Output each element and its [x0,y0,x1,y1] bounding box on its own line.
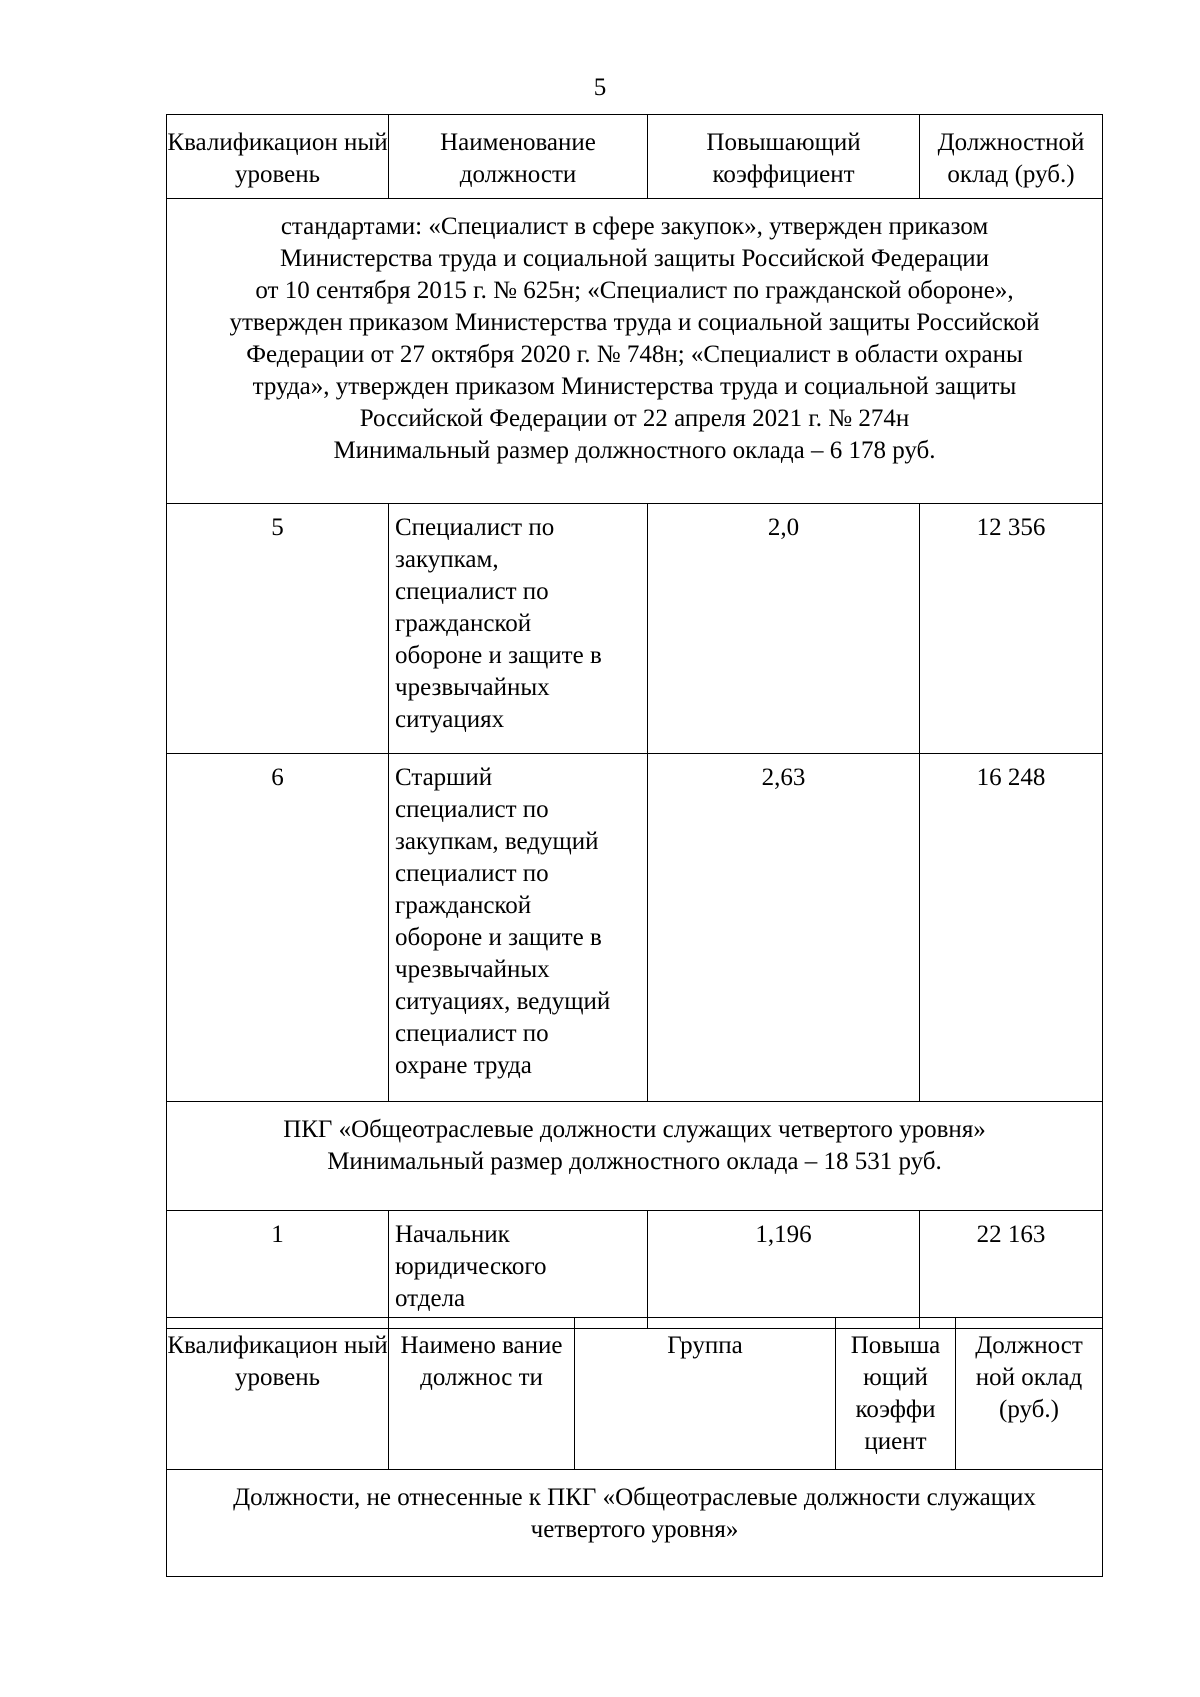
position-line: Начальник [395,1221,510,1248]
group-title [167,1470,1103,1577]
position-line: ситуациях, ведущий [395,988,611,1015]
salary-cell: 16 248 [920,754,1103,1102]
intro-line: стандартами: «Специалист в сфере закупок», утвержден приказом [280,213,989,240]
group-title [167,1102,1103,1211]
position-line: Старший [395,764,493,791]
position-line: гражданской [395,892,532,919]
group-table [166,1317,1103,1577]
position-line: Специалист по [395,514,555,541]
intro-row [167,199,1103,504]
group-line: Должности, не отнесенные к ПКГ «Общеотраслевые должности служащих [233,1484,1036,1511]
table-header-row [167,1318,1103,1470]
position-line: обороне и защите в [395,642,602,669]
group-line: Минимальный размер должностного оклада – 18 531 руб. [327,1148,942,1175]
position-line: обороне и защите в [395,924,602,951]
intro-line: труда», утвержден приказом Министерства труда и социальной защиты [252,373,1017,400]
group-row [167,1102,1103,1211]
header-salary: Должност ной оклад (руб.) [956,1318,1103,1470]
intro-line: утвержден приказом Министерства труда и социальной защиты Российской [229,309,1040,336]
table-row [167,754,1103,1102]
position-line: закупкам, [395,546,499,573]
table-row [167,504,1103,754]
table-header-row [167,115,1103,199]
position-line: охране труда [395,1052,532,1079]
position-line: специалист по [395,578,549,605]
position-line: чрезвычайных [395,956,550,983]
position-line: закупкам, ведущий [395,828,599,855]
position-line: отдела [395,1285,466,1312]
position-line: гражданской [395,610,532,637]
group-line: ПКГ «Общеотраслевые должности служащих четвертого уровня» [283,1116,986,1143]
intro-text [167,199,1103,504]
salary-table [166,114,1103,1329]
header-coefficient: Повыша ющий коэффи циент [836,1318,956,1470]
header-coefficient: Повышающий коэффициент [648,115,920,199]
level-cell: 1 [167,1211,389,1329]
coefficient-cell: 2,0 [648,504,920,754]
group-line: четвертого уровня» [530,1516,739,1543]
header-qualification-level: Квалификацион ный уровень [167,115,389,199]
group-row [167,1470,1103,1577]
table-row [167,1211,1103,1329]
header-position-name: Наименование должности [389,115,648,199]
coefficient-cell: 1,196 [648,1211,920,1329]
header-qualification-level: Квалификацион ный уровень [167,1318,389,1470]
position-line: ситуациях [395,706,505,733]
page-number: 5 [593,74,607,101]
intro-line: Минимальный размер должностного оклада – 6 178 руб. [333,437,936,464]
position-line: специалист по [395,1020,549,1047]
position-line: юридического [395,1253,547,1280]
position-line: специалист по [395,860,549,887]
intro-line: Федерации от 27 октября 2020 г. № 748н; «Специалист в области охраны [246,341,1023,368]
level-cell: 6 [167,754,389,1102]
level-cell: 5 [167,504,389,754]
salary-cell: 12 356 [920,504,1103,754]
intro-line: Министерства труда и социальной защиты Российской Федерации [280,245,989,272]
header-group: Группа [575,1318,836,1470]
coefficient-cell: 2,63 [648,754,920,1102]
position-cell [389,504,648,754]
position-cell [389,1211,648,1329]
position-line: специалист по [395,796,549,823]
header-salary: Должностной оклад (руб.) [920,115,1103,199]
intro-line: от 10 сентября 2015 г. № 625н; «Специалист по гражданской обороне», [255,277,1014,304]
header-position-name: Наимено вание должнос ти [389,1318,575,1470]
position-cell [389,754,648,1102]
intro-line: Российской Федерации от 22 апреля 2021 г. № 274н [359,405,910,432]
position-line: чрезвычайных [395,674,550,701]
salary-cell: 22 163 [920,1211,1103,1329]
